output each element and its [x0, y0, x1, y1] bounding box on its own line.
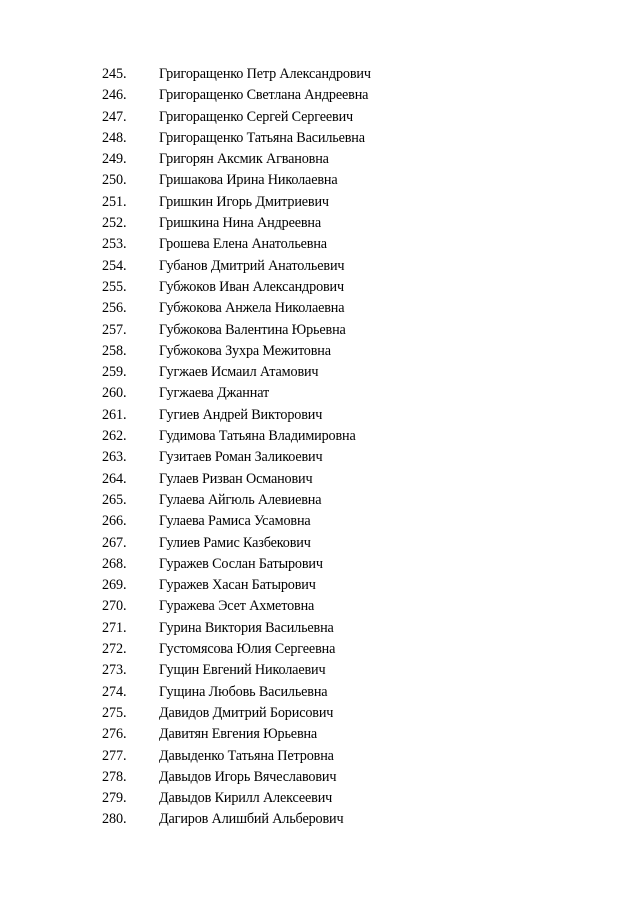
list-item-number: 262.: [102, 428, 127, 445]
list-item: [0, 256, 640, 277]
list-item: [0, 469, 640, 490]
list-item-name: Губжокова Валентина Юрьевна: [159, 321, 346, 338]
list-item: [0, 405, 640, 426]
list-item: [0, 575, 640, 596]
list-item-name: Давитян Евгения Юрьевна: [159, 726, 318, 743]
list-item-number: 252.: [102, 215, 127, 232]
list-item-number: 270.: [102, 598, 127, 615]
list-item-number: 273.: [102, 662, 127, 679]
list-item-number: 277.: [102, 747, 127, 764]
list-item: [0, 426, 640, 447]
list-item-name: Григоращенко Светлана Андреевна: [159, 87, 369, 104]
list-item-name: Гулаева Айгюль Алевиевна: [159, 491, 322, 508]
list-item: [0, 149, 640, 170]
list-item-name: Давыденко Татьяна Петровна: [159, 747, 334, 764]
list-item: [0, 533, 640, 554]
list-item-name: Дагиров Алишбий Альберович: [159, 811, 344, 828]
list-item: [0, 490, 640, 511]
list-item-name: Губанов Дмитрий Анатольевич: [159, 257, 345, 274]
list-item-name: Гришкин Игорь Дмитриевич: [159, 193, 329, 210]
list-item-number: 250.: [102, 172, 127, 189]
list-item-name: Губжокова Анжела Николаевна: [159, 300, 345, 317]
list-item-name: Гущин Евгений Николаевич: [159, 662, 326, 679]
list-item-name: Гуражева Эсет Ахметовна: [159, 598, 315, 615]
list-item-name: Губжокова Зухра Межитовна: [159, 342, 331, 359]
list-item-name: Давыдов Игорь Вячеславович: [159, 768, 337, 785]
list-item-name: Губжоков Иван Александрович: [159, 278, 344, 295]
list-item-number: 254.: [102, 257, 127, 274]
list-item: [0, 64, 640, 85]
list-item: [0, 128, 640, 149]
list-item-number: 259.: [102, 364, 127, 381]
list-item-number: 276.: [102, 726, 127, 743]
list-item: [0, 554, 640, 575]
list-item-number: 247.: [102, 108, 127, 125]
list-item-number: 253.: [102, 236, 127, 253]
list-item-name: Гущина Любовь Васильевна: [159, 683, 328, 700]
list-item-name: Гулаев Ризван Османович: [159, 470, 313, 487]
list-item: [0, 682, 640, 703]
list-item-number: 245.: [102, 66, 127, 82]
list-item-number: 261.: [102, 406, 127, 423]
list-item-name: Давыдов Кирилл Алексеевич: [159, 790, 333, 807]
list-item: [0, 85, 640, 106]
list-item: [0, 596, 640, 617]
list-item-name: Гуражев Сослан Батырович: [159, 555, 323, 572]
list-item: [0, 383, 640, 404]
list-item-number: 263.: [102, 449, 127, 466]
list-item-name: Гугжаев Исмаил Атамович: [159, 364, 319, 381]
list-item-name: Гудимова Татьяна Владимировна: [159, 428, 356, 445]
list-item-name: Давидов Дмитрий Борисович: [159, 704, 334, 721]
list-item-number: 256.: [102, 300, 127, 317]
list-item-number: 278.: [102, 768, 127, 785]
list-item: [0, 809, 640, 830]
list-item-number: 248.: [102, 129, 127, 146]
list-item-name: Григоращенко Сергей Сергеевич: [159, 108, 353, 125]
list-item: [0, 298, 640, 319]
list-item-number: 246.: [102, 87, 127, 104]
list-item: [0, 703, 640, 724]
list-item: [0, 362, 640, 383]
list-item-number: 269.: [102, 577, 127, 594]
list-item-name: Грошева Елена Анатольевна: [159, 236, 327, 253]
list-item: [0, 767, 640, 788]
list-item-number: 272.: [102, 641, 127, 658]
list-item-number: 258.: [102, 342, 127, 359]
list-item: [0, 107, 640, 128]
list-item: [0, 660, 640, 681]
list-item-name: Григоращенко Татьяна Васильевна: [159, 129, 365, 146]
list-item-name: Гришакова Ирина Николаевна: [159, 172, 338, 189]
list-item: [0, 192, 640, 213]
list-item-number: 266.: [102, 513, 127, 530]
list-item-number: 280.: [102, 811, 127, 828]
list-item: [0, 746, 640, 767]
list-item-number: 257.: [102, 321, 127, 338]
list-item: [0, 618, 640, 639]
list-item-number: 271.: [102, 619, 127, 636]
list-item-name: Григоращенко Петр Александрович: [159, 66, 371, 82]
list-item-number: 268.: [102, 555, 127, 572]
list-item: [0, 320, 640, 341]
list-item-number: 260.: [102, 385, 127, 402]
list-item: [0, 639, 640, 660]
list-item-name: Гулиев Рамис Казбекович: [159, 534, 311, 551]
list-item-number: 264.: [102, 470, 127, 487]
list-item: [0, 277, 640, 298]
list-item-name: Гуражев Хасан Батырович: [159, 577, 316, 594]
list-item: [0, 788, 640, 809]
list-item-name: Гришкина Нина Андреевна: [159, 215, 321, 232]
list-item-name: Гулаева Рамиса Усамовна: [159, 513, 311, 530]
list-item-number: 255.: [102, 278, 127, 295]
name-list: [0, 64, 640, 831]
list-item-number: 265.: [102, 491, 127, 508]
list-item-name: Густомясова Юлия Сергеевна: [159, 641, 336, 658]
list-item-number: 279.: [102, 790, 127, 807]
list-item: [0, 724, 640, 745]
list-item-number: 274.: [102, 683, 127, 700]
list-item-number: 251.: [102, 193, 127, 210]
list-item-name: Гузитаев Роман Заликоевич: [159, 449, 323, 466]
list-item: [0, 341, 640, 362]
list-item: [0, 213, 640, 234]
list-item-number: 249.: [102, 151, 127, 168]
list-item-number: 267.: [102, 534, 127, 551]
list-item: [0, 511, 640, 532]
list-item-number: 275.: [102, 704, 127, 721]
list-item: [0, 234, 640, 255]
list-item-name: Гугиев Андрей Викторович: [159, 406, 323, 423]
list-item-name: Гурина Виктория Васильевна: [159, 619, 334, 636]
list-item: [0, 447, 640, 468]
list-item-name: Григорян Аксмик Агвановна: [159, 151, 329, 168]
list-item-name: Гугжаева Джаннат: [159, 385, 270, 402]
list-item: [0, 170, 640, 191]
